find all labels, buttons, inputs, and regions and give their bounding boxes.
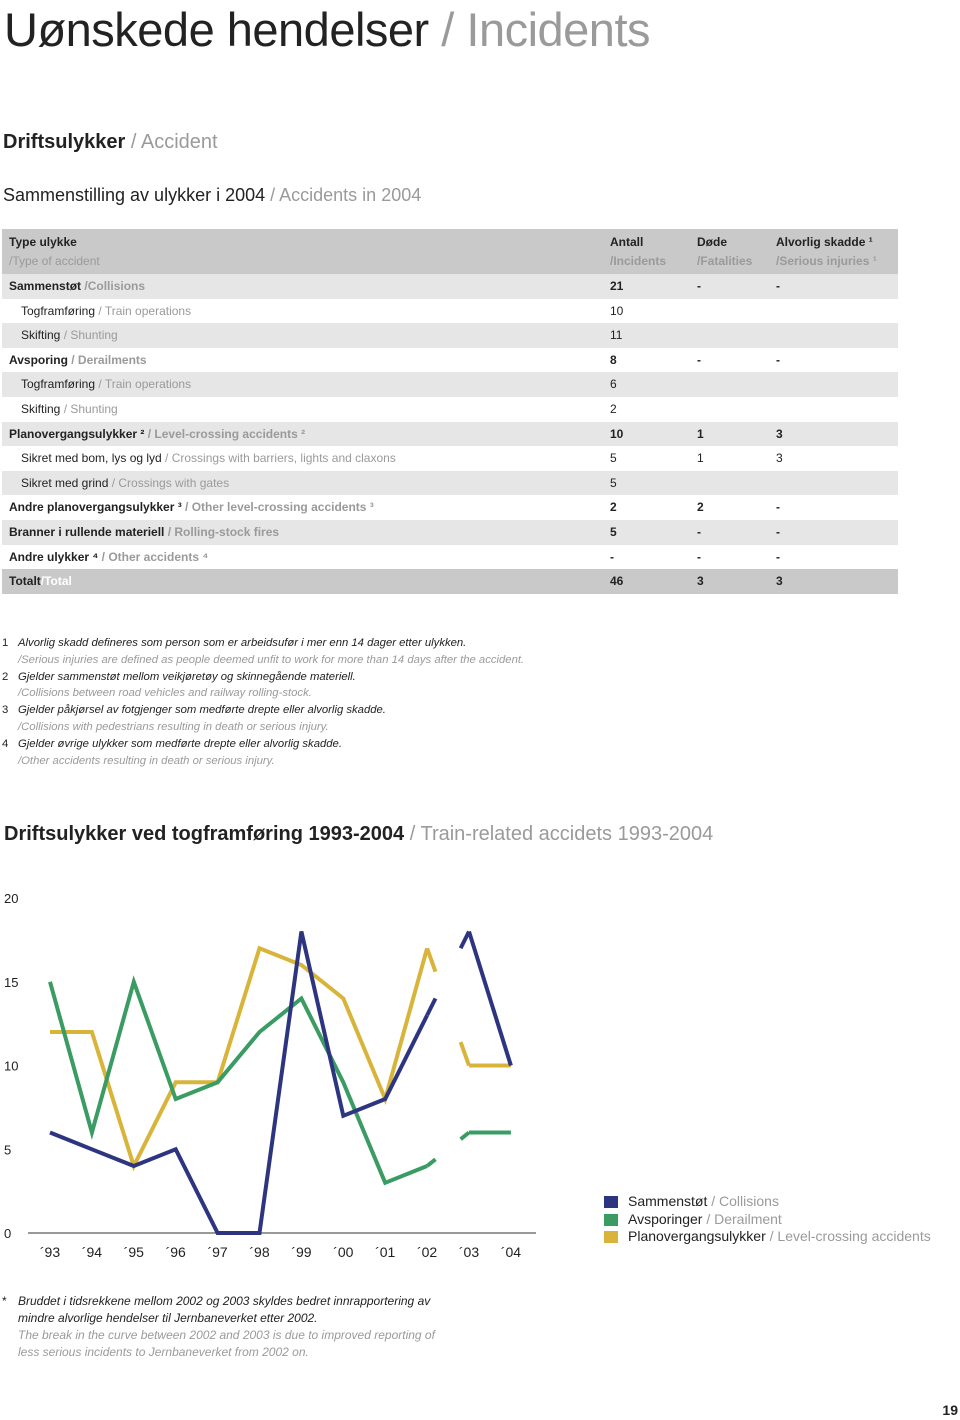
table-row — [2, 545, 898, 570]
table-row — [2, 397, 898, 422]
cell-incidents: 5 — [610, 451, 617, 466]
chart-footnote-en-2: less serious incidents to Jernbaneverket from 2002 on. — [18, 1345, 309, 1359]
cell-fatalities: - — [697, 352, 701, 367]
cell-injuries: 3 — [776, 574, 783, 589]
row-label-no: Togframføring — [21, 377, 96, 392]
header-incidents-no: Antall — [610, 235, 644, 249]
table-row — [2, 446, 898, 471]
footnote-star: * — [2, 1294, 7, 1308]
cell-incidents: 2 — [610, 401, 617, 416]
row-label-en: / Derailments — [67, 352, 147, 367]
header-injuries — [776, 233, 877, 271]
row-label — [9, 569, 72, 594]
legend-swatch — [604, 1196, 618, 1208]
footnote-text-en: /Collisions with pedestrians resulting in death or serious injury. — [18, 720, 329, 733]
table-header — [2, 229, 898, 274]
cell-fatalities: 3 — [697, 574, 704, 589]
row-label-en: /Total — [40, 574, 72, 589]
chart-title — [4, 823, 713, 846]
cell-incidents: 2 — [610, 500, 617, 515]
row-label-no: Totalt — [9, 574, 41, 589]
accidents-table — [2, 229, 898, 594]
footnote-text-en: /Other accidents resulting in death or serious injury. — [18, 754, 275, 767]
table-footnotes — [2, 635, 602, 769]
header-fatalities — [697, 233, 752, 271]
row-label-en: / Other accidents ⁴ — [98, 549, 209, 564]
row-label-no: Sikret med grind — [21, 475, 109, 490]
cell-injuries: - — [776, 549, 780, 564]
table-row — [2, 495, 898, 520]
table-title — [3, 185, 421, 206]
x-tick-label: ´03 — [458, 1244, 480, 1260]
x-tick-label: ´97 — [207, 1244, 228, 1260]
row-label-en: / Train operations — [95, 377, 192, 392]
table-title-en: Accidents in 2004 — [279, 185, 422, 205]
legend-label-en: / Level-crossing accidents — [765, 1228, 931, 1245]
row-label-en: / Rolling-stock fires — [164, 524, 280, 539]
footnote-number: 1 — [2, 637, 9, 649]
row-label — [21, 471, 229, 496]
row-label-no: Branner i rullende materiell — [9, 524, 165, 539]
page-title-en: Incidents — [466, 3, 651, 56]
y-tick-label: 0 — [4, 1226, 12, 1241]
series-line-break-stub — [461, 1133, 469, 1140]
row-label-no: Skifting — [21, 401, 61, 416]
row-label-en: / Shunting — [60, 401, 118, 416]
footnote — [2, 736, 602, 770]
legend-item — [604, 1211, 931, 1229]
cell-injuries: 3 — [776, 426, 783, 441]
series-line-break-stub — [427, 1159, 435, 1166]
cell-incidents: 46 — [610, 574, 624, 589]
row-label-no: Sammenstøt — [9, 279, 82, 293]
header-type-no: Type ulykke — [9, 235, 77, 249]
chart-footnote — [2, 1293, 522, 1361]
table-row-total — [2, 569, 898, 594]
row-label — [9, 348, 147, 373]
legend-label-no: Sammenstøt — [628, 1193, 708, 1209]
cell-incidents: 11 — [610, 328, 623, 343]
legend-swatch — [604, 1214, 618, 1226]
cell-injuries: - — [776, 524, 780, 539]
footnote — [2, 669, 602, 703]
table-row — [2, 372, 898, 397]
x-tick-label: ´00 — [333, 1244, 354, 1260]
cell-injuries: - — [776, 279, 780, 293]
legend-swatch — [604, 1231, 618, 1243]
row-label-no: Skifting — [21, 328, 61, 343]
x-tick-label: ´01 — [375, 1244, 396, 1260]
row-label — [21, 397, 118, 422]
row-label — [21, 446, 396, 471]
row-label — [21, 372, 191, 397]
cell-incidents: 8 — [610, 352, 617, 367]
cell-incidents: 5 — [610, 524, 617, 539]
cell-incidents: 10 — [610, 303, 624, 318]
cell-fatalities: - — [697, 279, 701, 293]
footnote-text-no: Alvorlig skadd defineres som person som er arbeidsufør i mer enn 14 dager etter ulykken. — [18, 637, 467, 649]
table-row — [2, 274, 898, 299]
cell-fatalities: 1 — [697, 451, 704, 466]
chart-title-en: Train-related accidets 1993-2004 — [420, 823, 714, 845]
table-row — [2, 323, 898, 348]
y-tick-label: 15 — [4, 974, 19, 990]
x-tick-label: ´99 — [291, 1244, 312, 1260]
series-lines — [50, 932, 511, 1234]
y-tick-label: 10 — [4, 1058, 19, 1074]
x-tick-label: ´02 — [416, 1244, 438, 1260]
x-tick-label: ´93 — [39, 1244, 61, 1260]
section-heading-en: Accident — [140, 131, 218, 153]
line-chart — [0, 880, 560, 1270]
row-label-en: / Other level-crossing accidents ³ — [181, 500, 374, 515]
table-row — [2, 471, 898, 496]
header-injuries-en: /Serious injuries ¹ — [776, 254, 877, 268]
row-label-en: / Level-crossing accidents ² — [144, 426, 306, 441]
row-label — [9, 274, 145, 299]
table-row — [2, 520, 898, 545]
row-label-no: Andre ulykker ⁴ — [9, 549, 99, 564]
cell-fatalities: - — [697, 524, 701, 539]
page-title-no: Uønskede hendelser — [4, 3, 429, 56]
row-label-en: / Train operations — [95, 303, 192, 318]
cell-incidents: 6 — [610, 377, 617, 392]
legend-label-en: / Collisions — [707, 1193, 779, 1209]
x-tick-label: ´04 — [500, 1244, 522, 1260]
row-label — [9, 422, 305, 447]
header-fatalities-no: Døde — [697, 235, 727, 249]
table-row — [2, 422, 898, 447]
y-axis — [4, 891, 18, 1241]
row-label-no: Planovergangsulykker ² — [9, 426, 145, 441]
chart-footnote-no-1: Bruddet i tidsrekkene mellom 2002 og 2003 skyldes bedret innrapportering av — [18, 1294, 431, 1308]
header-type-en: /Type of accident — [9, 254, 100, 268]
section-heading-sep: / — [125, 131, 141, 153]
header-type — [9, 233, 100, 271]
x-tick-label: ´94 — [81, 1244, 103, 1260]
table-row — [2, 299, 898, 324]
legend-item — [604, 1228, 931, 1246]
series-line-break-stub — [461, 932, 469, 949]
legend-label-en: / Derailment — [702, 1210, 782, 1227]
footnote — [2, 702, 602, 736]
chart-title-no: Driftsulykker ved togframføring 1993-2004 — [4, 823, 405, 845]
table-title-sep: / — [265, 185, 280, 205]
header-incidents-en: /Incidents — [610, 254, 667, 268]
page-title — [4, 2, 650, 57]
cell-injuries: - — [776, 352, 780, 367]
cell-fatalities: 2 — [697, 500, 704, 515]
page-number: 19 — [942, 1402, 958, 1418]
footnote-text-no: Gjelder øvrige ulykker som medførte drepte eller alvorlig skadde. — [18, 737, 342, 750]
series-line-break-stub — [427, 948, 435, 971]
footnote-number: 2 — [2, 670, 9, 683]
legend-item — [604, 1193, 931, 1211]
row-label — [21, 323, 118, 348]
footnote-number: 4 — [2, 737, 9, 750]
row-label-en: / Crossings with gates — [108, 475, 230, 490]
row-label — [9, 545, 208, 570]
x-axis — [40, 1244, 521, 1260]
row-label — [21, 299, 191, 324]
footnote — [2, 635, 602, 669]
row-label-no: Andre planovergangsulykker ³ — [9, 500, 182, 515]
row-label-en: /Collisions — [81, 279, 146, 293]
row-label-no: Avsporing — [9, 352, 68, 367]
header-injuries-no: Alvorlig skadde ¹ — [776, 235, 873, 249]
cell-fatalities: - — [697, 549, 701, 564]
table-title-no: Sammenstilling av ulykker i 2004 — [3, 185, 266, 205]
x-tick-label: ´98 — [249, 1244, 270, 1260]
section-heading — [3, 131, 218, 154]
chart-footnote-no-2: mindre alvorlige hendelser til Jernbaneverket etter 2002. — [18, 1311, 318, 1325]
row-label-en: / Crossings with barriers, lights and claxons — [161, 451, 396, 466]
x-tick-label: ´95 — [123, 1244, 144, 1260]
row-label-en: / Shunting — [60, 328, 118, 343]
chart-footnote-en-1: The break in the curve between 2002 and 2003 is due to improved reporting of — [18, 1328, 435, 1342]
cell-incidents: - — [610, 549, 614, 564]
footnote-text-en: /Serious injuries are defined as people deemed unfit to work for more than 14 days after the accident. — [18, 653, 525, 666]
x-tick-label: ´96 — [165, 1244, 186, 1260]
footnote-text-en: /Collisions between road vehicles and railway rolling-stock. — [18, 687, 312, 700]
footnote-number: 3 — [2, 704, 9, 717]
y-tick-label: 5 — [4, 1142, 12, 1158]
row-label — [9, 520, 279, 545]
chart-title-sep: / — [404, 823, 421, 845]
cell-incidents: 5 — [610, 475, 617, 490]
series-line — [469, 932, 511, 1066]
header-fatalities-en: /Fatalities — [697, 254, 753, 268]
cell-incidents: 21 — [610, 279, 624, 293]
row-label — [9, 495, 374, 520]
footnote-text-no: Gjelder påkjørsel av fotgjenger som medførte drepte eller alvorlig skadde. — [18, 704, 386, 717]
table-row — [2, 348, 898, 373]
cell-fatalities: 1 — [697, 426, 704, 441]
section-heading-no: Driftsulykker — [3, 131, 126, 153]
legend-label-no: Avsporinger — [628, 1210, 703, 1227]
cell-injuries: 3 — [776, 451, 783, 466]
row-label-no: Togframføring — [21, 303, 96, 318]
row-label-no: Sikret med bom, lys og lyd — [21, 451, 162, 466]
header-incidents — [610, 233, 666, 271]
series-line-break-stub — [427, 999, 435, 1016]
y-tick-label: 20 — [4, 891, 19, 906]
series-line-break-stub — [461, 1042, 469, 1065]
page-title-sep: / — [428, 3, 467, 56]
cell-injuries: - — [776, 500, 780, 515]
cell-incidents: 10 — [610, 426, 624, 441]
footnote-text-no: Gjelder sammenstøt mellom veikjøretøy og skinnegående materiell. — [18, 670, 356, 683]
chart-legend — [604, 1193, 931, 1246]
legend-label-no: Planovergangsulykker — [628, 1228, 766, 1245]
